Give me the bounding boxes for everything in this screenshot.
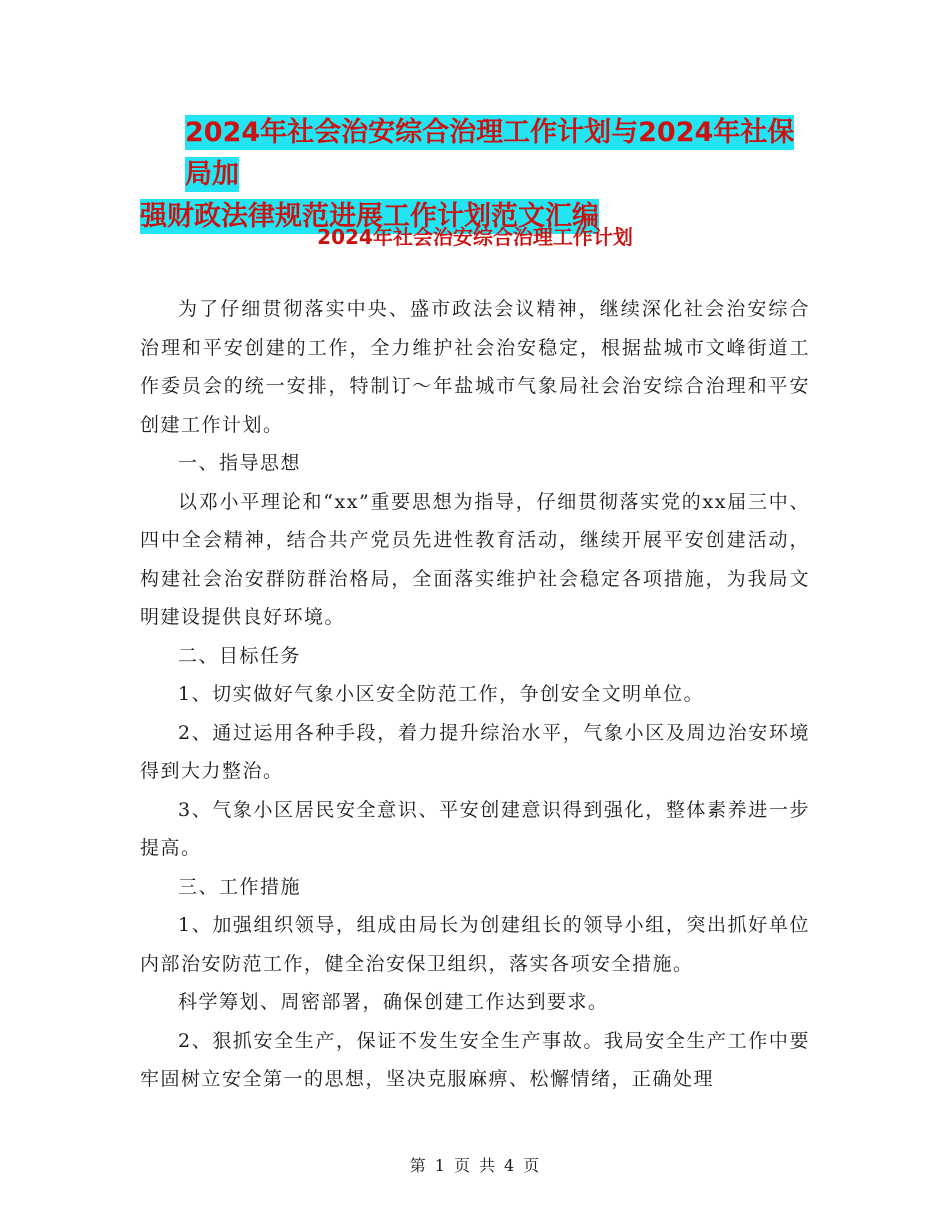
document-body <box>140 290 810 1099</box>
title-highlight-1: 2024年社会治安综合治理工作计划与2024年社保局加 <box>185 117 795 190</box>
document-title <box>140 112 820 238</box>
footer-total-pages: 4 <box>504 1156 516 1175</box>
list-item: 1、加强组织领导，组成由局长为创建组长的领导小组，突出抓好单位内部治安防范工作，健全治安保卫组织，落实各项安全措施。 <box>140 914 810 975</box>
list-item: 2、狠抓安全生产，保证不发生安全生产事故。我局安全生产工作中要牢固树立安全第一的思想，坚决克服麻痹、松懈情绪，正确处理 <box>140 1029 810 1090</box>
footer-label-page: 第 <box>409 1156 427 1175</box>
heading-guiding-ideology: 一、指导思想 <box>178 452 302 474</box>
footer-label-ye: 页 <box>453 1156 471 1175</box>
footer-label-total: 共 <box>479 1156 497 1175</box>
page-footer <box>0 1155 950 1177</box>
paragraph: 为了仔细贯彻落实中央、盛市政法会议精神，继续深化社会治安综合治理和平安创建的工作，全力维护社会治安稳定，根据盐城市文峰街道工作委员会的统一安排，特制订～年盐城市气象局社会治安综合治理和平安创建工作计划。 <box>140 298 810 436</box>
footer-current-page: 1 <box>434 1156 446 1175</box>
title-line-1 <box>140 112 820 196</box>
section-title: 2024年社会治安综合治理工作计划 <box>317 225 633 249</box>
paragraph: 科学筹划、周密部署，确保创建工作达到要求。 <box>178 991 609 1013</box>
list-item: 1、切实做好气象小区安全防范工作，争创安全文明单位。 <box>178 683 705 705</box>
list-item: 2、通过运用各种手段，着力提升综治水平，气象小区及周边治安环境得到大力整治。 <box>140 721 810 782</box>
heading-target-tasks: 二、目标任务 <box>178 644 302 667</box>
title-highlight-2: 强财政法律规范进展工作计划范文汇编 <box>140 201 599 232</box>
list-item: 3、气象小区居民安全意识、平安创建意识得到强化，整体素养进一步提高。 <box>140 798 810 859</box>
paragraph: 以邓小平理论和“xx”重要思想为指导，仔细贯彻落实党的xx届三中、四中全会精神，结合共产党员先进性教育活动，继续开展平安创建活动，构建社会治安群防群治格局，全面落实维护社会稳定各项措施，为我局文明建设提供良好环境。 <box>140 490 810 628</box>
heading-work-measures: 三、工作措施 <box>178 875 302 898</box>
footer-label-ye2: 页 <box>523 1156 541 1175</box>
